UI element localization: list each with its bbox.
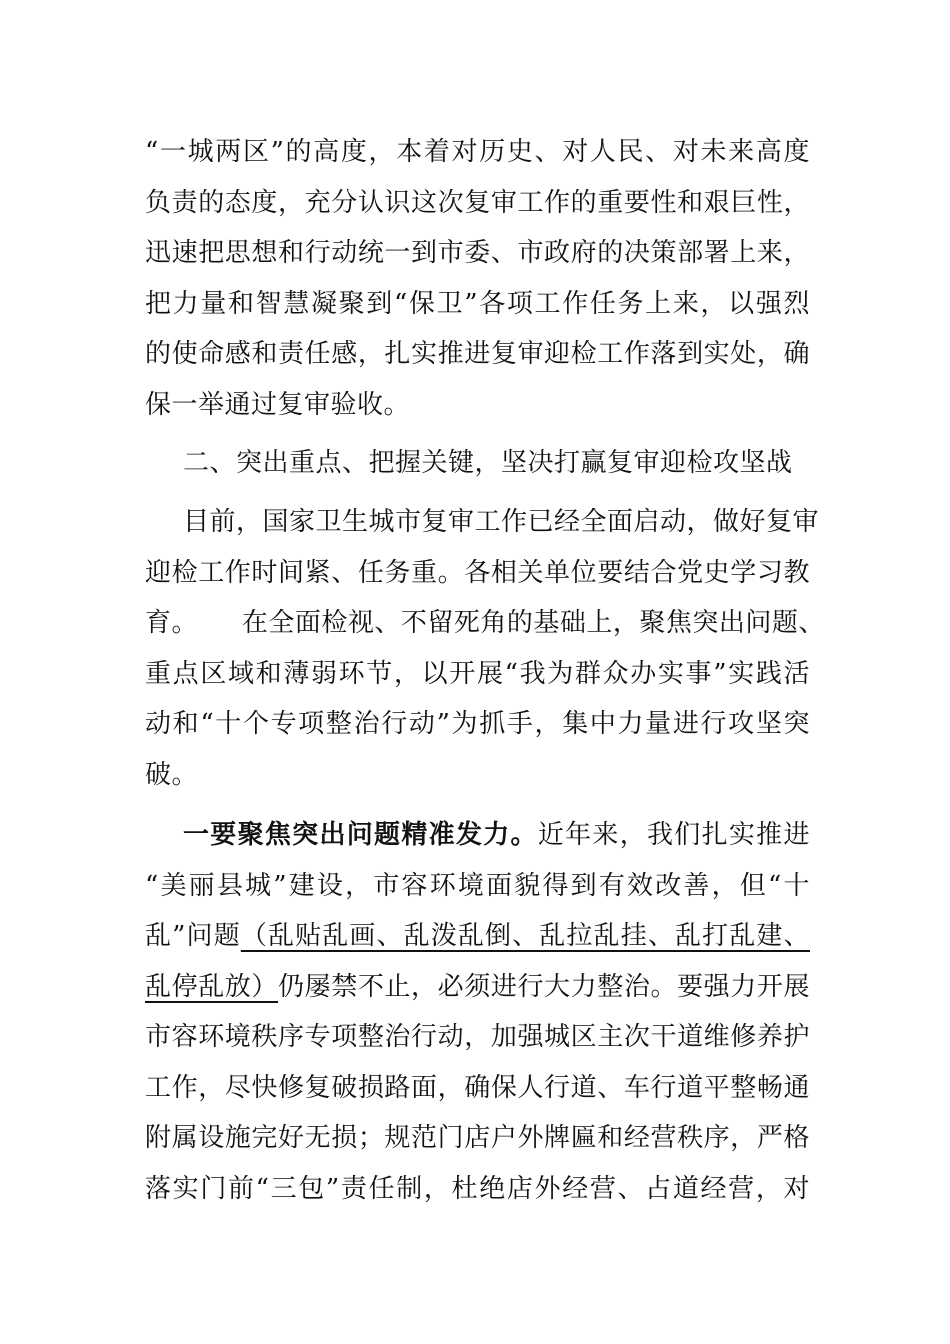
paragraph-3-line-7: 附属设施完好无损；规范门店户外牌匾和经营秩序，严格 bbox=[145, 1123, 810, 1153]
paragraph-1-line-1: “一城两区”的高度，本着对历史、对人民、对未来高度 bbox=[145, 137, 810, 167]
paragraph-1-line-4: 把力量和智慧凝聚到“保卫”各项工作任务上来，以强烈 bbox=[145, 289, 810, 319]
paragraph-3-line-4 bbox=[145, 962, 810, 1013]
paragraph-1-line-2: 负责的态度，充分认识这次复审工作的重要性和艰巨性， bbox=[145, 188, 810, 218]
paragraph-2-line-5: 动和“十个专项整治行动”为抓手，集中力量进行攻坚突 bbox=[145, 709, 810, 739]
paragraph-3-line-6: 工作，尽快修复破损路面，确保人行道、车行道平整畅通 bbox=[145, 1073, 810, 1103]
paragraph-1-line-5: 的使命感和责任感，扎实推进复审迎检工作落到实处，确 bbox=[145, 339, 810, 369]
paragraph-2-line-2: 迎检工作时间紧、任务重。各相关单位要结合党史学习教 bbox=[145, 558, 810, 588]
paragraph-2-line-3: 育。 在全面检视、不留死角的基础上，聚焦突出问题、 bbox=[145, 608, 825, 638]
paragraph-3-lead-heading: 一要聚焦突出问题精准发力。 bbox=[183, 820, 538, 850]
paragraph-3-line-8: 落实门前“三包”责任制，杜绝店外经营、占道经营，对 bbox=[145, 1174, 810, 1204]
paragraph-3-line-3 bbox=[145, 911, 810, 962]
paragraph-3-underlined-end: 乱停乱放） bbox=[145, 972, 279, 1002]
paragraph-3-line-1 bbox=[183, 810, 810, 861]
paragraph-3-line-4-text: 仍屡禁不止，必须进行大力整治。要强力开展 bbox=[278, 972, 810, 1002]
paragraph-2-line-4: 重点区域和薄弱环节，以开展“我为群众办实事”实践活 bbox=[145, 659, 810, 689]
paragraph-3-underlined-list: （乱贴乱画、乱泼乱倒、乱拉乱挂、乱打乱建、 bbox=[240, 921, 810, 951]
paragraph-2-line-6: 破。 bbox=[145, 760, 199, 790]
paragraph-3-line-5: 市容环境秩序专项整治行动，加强城区主次干道维修养护 bbox=[145, 1022, 810, 1052]
paragraph-2-line-1: 目前，国家卫生城市复审工作已经全面启动，做好复审 bbox=[183, 507, 820, 537]
paragraph-3-line-1-text: 近年来，我们扎实推进 bbox=[537, 820, 810, 850]
paragraph-3-line-3-text: 乱”问题 bbox=[145, 921, 241, 951]
paragraph-3-line-2: “美丽县城”建设，市容环境面貌得到有效改善，但“十 bbox=[145, 871, 810, 901]
paragraph-1-line-6: 保一举通过复审验收。 bbox=[145, 390, 411, 420]
section-heading: 二、突出重点、把握关键，坚决打赢复审迎检攻坚战 bbox=[183, 448, 793, 478]
paragraph-1-line-3: 迅速把思想和行动统一到市委、市政府的决策部署上来， bbox=[145, 238, 810, 268]
